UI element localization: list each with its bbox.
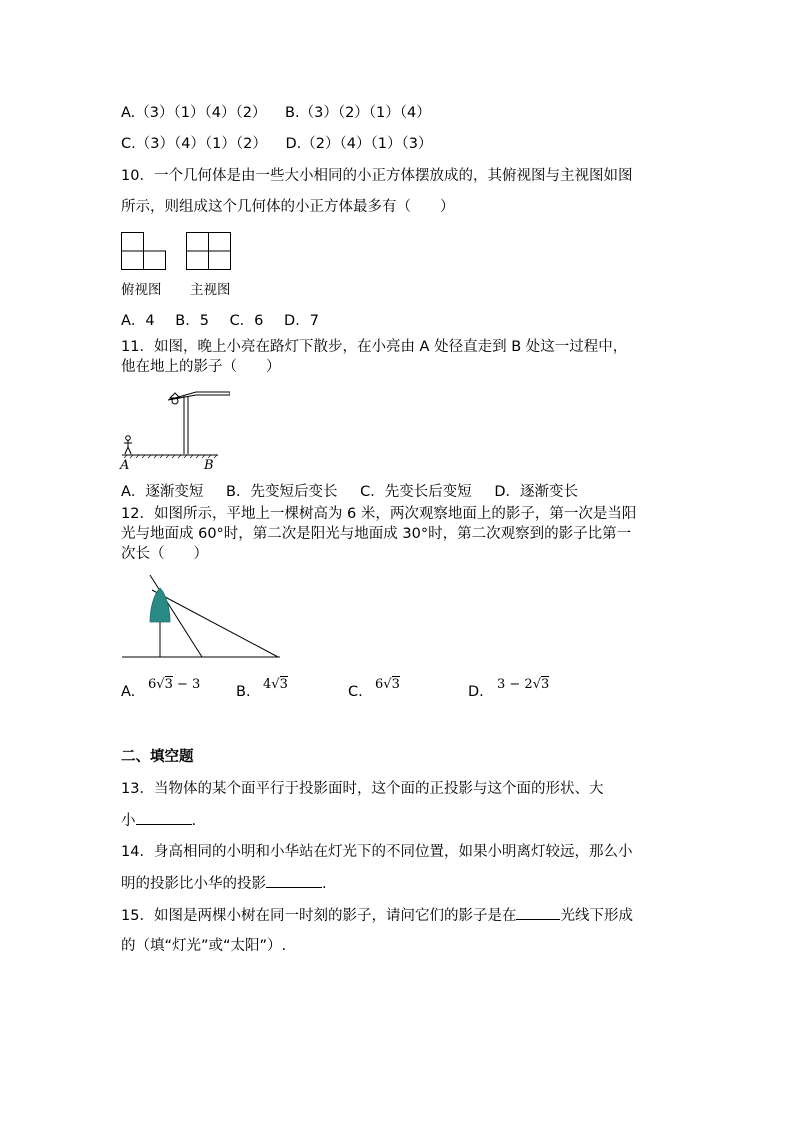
radical-icon: √ [383,677,392,692]
q9-option-a: A.（3）（1）（4）（2） [121,105,267,121]
q12-option-d-letter: D. [468,684,484,700]
q14-text-line-1: 14．身高相同的小明和小华站在灯光下的不同位置，如果小明离灯较远，那么小 [121,844,633,860]
q9-option-c: C.（3）（4）（1）（2） [121,136,267,152]
q10-option-d: D．7 [284,313,319,329]
q11-option-a: A．逐渐变短 [121,484,204,500]
person-icon [124,436,132,454]
q10-text-line-2: 所示，则组成这个几何体的小正方体最多有（ ） [121,199,455,215]
q11-street-lamp-figure [118,382,230,460]
q10-option-c: C．6 [229,313,264,329]
q11-option-d: D．逐渐变长 [494,484,578,500]
q14-text-line-2: 明的投影比小华的投影 . [121,873,327,894]
q9-option-d: D.（2）（4）（1）（3） [285,136,433,152]
q11-option-c: C．先变长后变短 [360,484,472,500]
q12-option-c-letter: C. [348,684,363,700]
q11-point-a-label: A [120,458,130,473]
q11-text-line-2: 他在地上的影子（ ） [121,359,281,375]
q10-options [121,311,319,331]
radical-icon: √ [271,677,280,692]
q10-front-view-label: 主视图 [190,282,231,298]
q14-answer-blank[interactable] [266,873,322,888]
q10-front-view-figure [186,232,232,270]
q12-text-line-3: 次长（ ） [121,546,208,562]
q9-options-row-2 [121,134,432,154]
q12-option-a-letter: A. [121,684,136,700]
q10-text-line-1: 10．一个几何体是由一些大小相同的小正方体摆放成的，其俯视图与主视图如图 [121,168,633,184]
q15-text-line-1: 15．如图是两棵小树在同一时刻的影子，请问它们的影子是在 光线下形成 [121,905,633,926]
q12-option-b-letter: B. [236,684,251,700]
q12-option-c-value: 6√3 [375,677,400,692]
q12-option-d-value: 3 − 2√3 [497,677,550,692]
radical-icon: √ [156,677,165,692]
q12-tree-shadow-figure [120,570,282,662]
q12-text-line-1: 12．如图所示，平地上一棵树高为 6 米，两次观察地面上的影子，第一次是当阳 [121,506,637,522]
q10-top-view-label: 俯视图 [121,282,162,298]
q12-option-b-value: 4√3 [263,677,288,692]
q13-text-line-2: 小 . [121,810,196,831]
tree-icon [150,588,170,622]
q10-option-b: B．5 [175,313,209,329]
q12-option-a-value: 6√3 − 3 [148,677,201,692]
q9-options-row-1 [121,103,431,123]
q11-option-b: B．先变短后变长 [226,484,338,500]
q9-option-b: B.（3）（2）（1）（4） [285,105,431,121]
q11-text-line-1: 11．如图，晚上小亮在路灯下散步，在小亮由 A 处径直走到 B 处这一过程中， [121,339,628,355]
q10-top-view-figure [121,232,167,270]
q11-options [121,482,578,502]
section-title: 二、填空题 [121,749,194,765]
q10-option-a: A．4 [121,313,155,329]
q12-text-line-2: 光与地面成 60°时，第二次是阳光与地面成 30°时，第二次观察到的影子比第一 [121,526,632,542]
radical-icon: √ [532,677,541,692]
q15-text-line-2: 的（填“灯光”或“太阳”）. [121,938,287,954]
q13-text-line-1: 13．当物体的某个面平行于投影面时，这个面的正投影与这个面的形状、大 [121,781,604,797]
q15-answer-blank[interactable] [516,905,560,920]
q11-point-b-label: B [204,458,214,473]
q13-answer-blank[interactable] [136,810,192,825]
